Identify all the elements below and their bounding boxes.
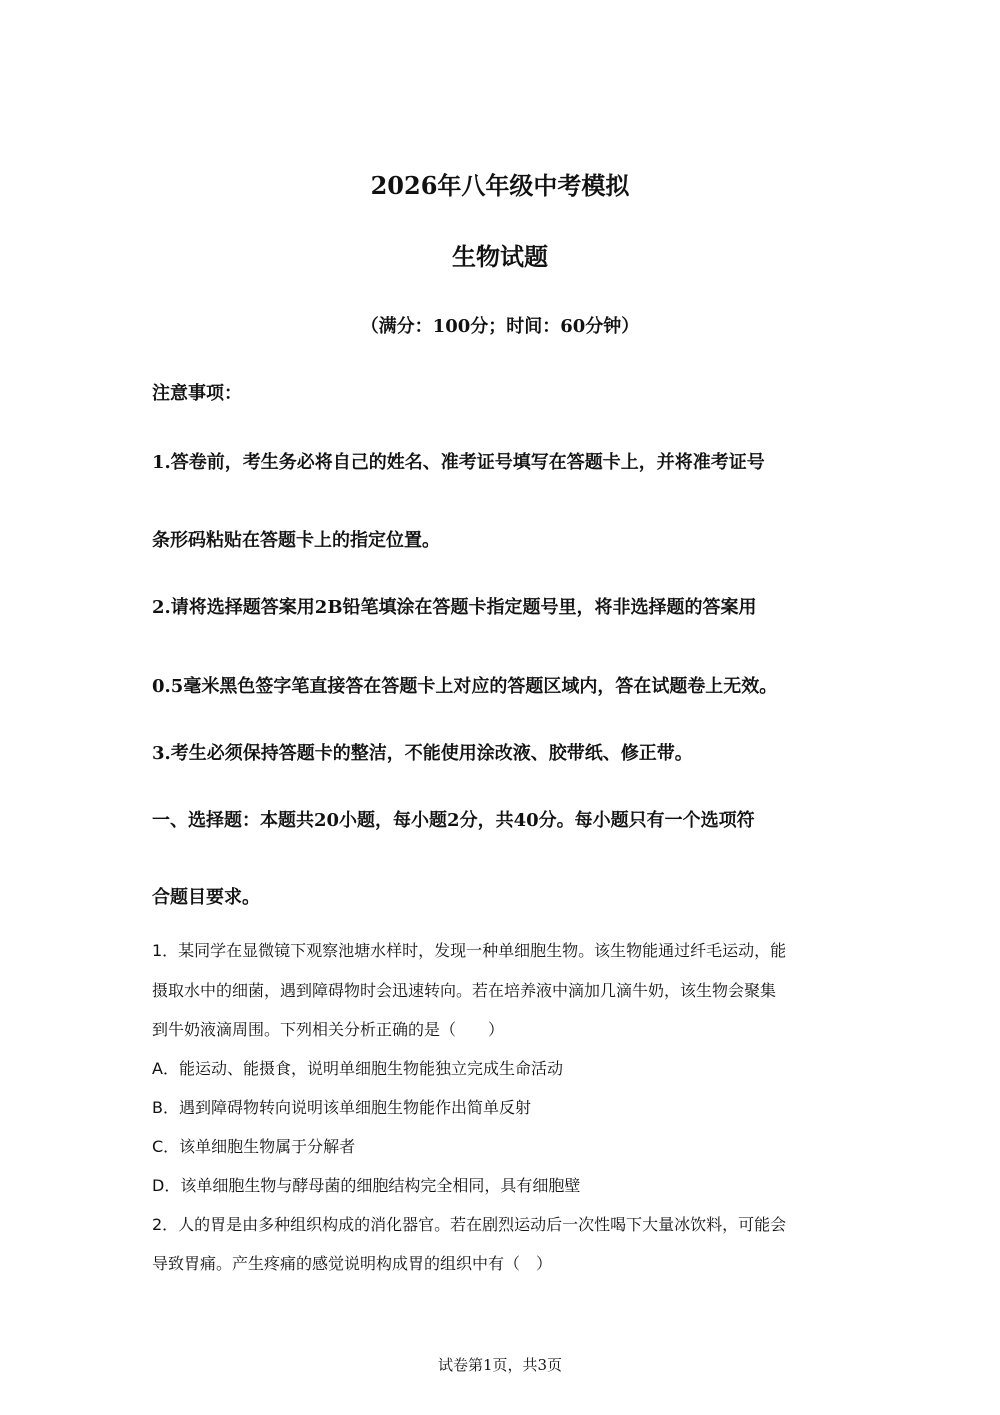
question1-option-c: C．该单细胞生物属于分解者 (152, 1137, 356, 1156)
question1-stem: 1．某同学在显微镜下观察池塘水样时，发现一种单细胞生物。该生物能通过纤毛运动，能 (152, 941, 787, 960)
question1-option-a: A．能运动、能摄食，说明单细胞生物能独立完成生命活动 (152, 1059, 563, 1078)
notice-line: 2.请将选择题答案用2B铅笔填涂在答题卡指定题号里，将非选择题的答案用 (152, 597, 757, 618)
question1-stem: 到牛奶液滴周围。下列相关分析正确的是（ ） (152, 1020, 505, 1039)
notice-line: 3.考生必须保持答题卡的整洁，不能使用涂改液、胶带纸、修正带。 (152, 743, 693, 764)
question2-stem: 2．人的胃是由多种组织构成的消化器官。若在剧烈运动后一次性喝下大量冰饮料，可能会 (152, 1215, 787, 1234)
notice-line: 1.答卷前，考生务必将自己的姓名、准考证号填写在答题卡上，并将准考证号 (152, 452, 765, 473)
section-heading-cont: 合题目要求。 (152, 887, 260, 908)
question2-stem: 导致胃痛。产生疼痛的感觉说明构成胃的组织中有（ ） (152, 1254, 553, 1273)
exam-title: 2026年八年级中考模拟 (370, 171, 630, 200)
notice-line: 条形码粘贴在答题卡上的指定位置。 (152, 530, 440, 551)
score-time-info: （满分：100分；时间：60分钟） (360, 316, 640, 337)
subject-title: 生物试题 (452, 242, 548, 271)
question1-stem: 摄取水中的细菌，遇到障碍物时会迅速转向。若在培养液中滴加几滴牛奶，该生物会聚集 (152, 981, 777, 1000)
question1-option-d: D．该单细胞生物与酵母菌的细胞结构完全相同，具有细胞壁 (152, 1176, 581, 1195)
page-footer: 试卷第1页，共3页 (437, 1356, 563, 1374)
question1-option-b: B．遇到障碍物转向说明该单细胞生物能作出简单反射 (152, 1098, 531, 1117)
notice-heading: 注意事项： (152, 383, 242, 404)
section-heading: 一、选择题：本题共20小题，每小题2分，共40分。每小题只有一个选项符 (152, 810, 755, 831)
notice-line: 0.5毫米黑色签字笔直接答在答题卡上对应的答题区域内，答在试题卷上无效。 (152, 676, 778, 697)
